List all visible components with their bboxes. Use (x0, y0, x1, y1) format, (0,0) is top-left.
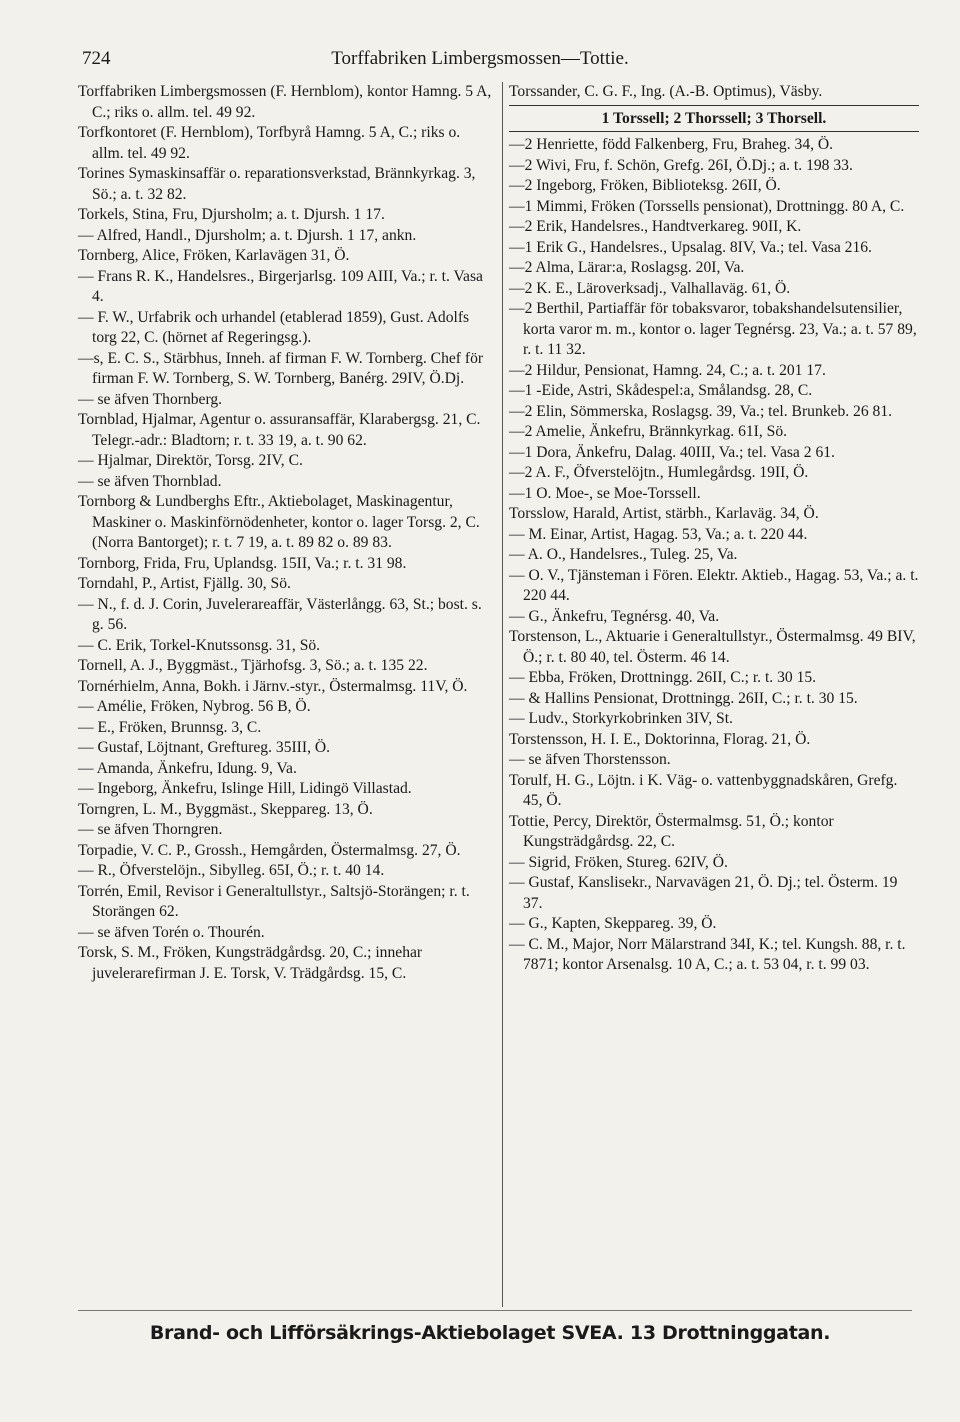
directory-entry: Torssander, C. G. F., Ing. (A.-B. Optimus), Väsby. (509, 83, 823, 100)
directory-entry: Torstenson, L., Aktuarie i Generaltullstyr., Östermalmsg. 49 BIV, Ö.; r. t. 80 40, tel. Österm. 46 14. (509, 628, 916, 666)
directory-entry: — se äfven Thorstensson. (509, 751, 671, 768)
directory-entry: —2 Hildur, Pensionat, Hamng. 24, C.; a. t. 201 17. (509, 361, 826, 379)
directory-entry: — se äfven Torén o. Thourén. (78, 923, 265, 941)
directory-entry: —1 Dora, Änkefru, Dalag. 40III, Va.; tel. Vasa 2 61. (509, 443, 835, 461)
directory-entry: Torndahl, P., Artist, Fjällg. 30, Sö. (78, 575, 291, 592)
directory-entry: Tornborg, Frida, Fru, Uplandsg. 15II, Va.; r. t. 31 98. (78, 554, 407, 572)
directory-entry: Torsslow, Harald, Artist, stärbh., Karlaväg. 34, Ö. (509, 505, 819, 522)
directory-entry: —2 Ingeborg, Fröken, Biblioteksg. 26II, Ö. (509, 177, 781, 194)
directory-entry: —2 K. E., Läroverksadj., Valhallaväg. 61, Ö. (509, 279, 791, 297)
footer-divider (78, 1310, 912, 1311)
directory-entry: — C. M., Major, Norr Mälarstrand 34I, K.; tel. Kungsh. 88, r. t. 7871; kontor Arsenalsg. 10 A, C.; a. t. 53 04, r. t. 99 03. (509, 935, 906, 973)
directory-entry: —1 -Eide, Astri, Skådespel:a, Smålandsg. 28, C. (509, 382, 813, 399)
page-number: 724 (82, 48, 111, 69)
directory-entry: —1 O. Moe-, se Moe-Torssell. (509, 484, 701, 502)
directory-entry: Tornell, A. J., Byggmäst., Tjärhofsg. 3, Sö.; a. t. 135 22. (78, 657, 428, 674)
directory-entry: Tornérhielm, Anna, Bokh. i Järnv.-styr., Östermalmsg. 11V, Ö. (78, 677, 468, 695)
directory-entry: Tornborg & Lundberghs Eftr., Aktiebolaget, Maskinagentur, Maskiner o. Maskinförnödenheter, kontor o. lager Torsg. 2, C. (Norra Bantorget); r. t. 7 19, a. t. 89 82 o. 89 83. (78, 493, 480, 551)
directory-entry: — Ingeborg, Änkefru, Islinge Hill, Lidingö Villastad. (78, 780, 412, 797)
directory-entry: Tottie, Percy, Direktör, Östermalmsg. 51, Ö.; kontor Kungsträdgårdsg. 22, C. (509, 812, 834, 850)
directory-entry: —s, E. C. S., Stärbhus, Inneh. af firman F. W. Tornberg. Chef för firman F. W. Tornberg, S. W. Tornberg, Banérg. 29IV, Ö.Dj. (78, 349, 484, 387)
right-column (502, 82, 919, 1307)
directory-entry: —2 Amelie, Änkefru, Brännkyrkag. 61I, Sö. (509, 423, 788, 440)
directory-entry: —2 Wivi, Fru, f. Schön, Grefg. 26I, Ö.Dj.; a. t. 198 33. (509, 156, 853, 174)
directory-entry: — Amélie, Fröken, Nybrog. 56 B, Ö. (78, 698, 311, 715)
directory-entry: Torsk, S. M., Fröken, Kungsträdgårdsg. 20, C.; innehar juvelerarefirman J. E. Torsk, V. Trädgårdsg. 15, C. (78, 944, 423, 982)
directory-entry: — G., Änkefru, Tegnérsg. 40, Va. (509, 607, 720, 625)
directory-entry: — Alfred, Handl., Djursholm; a. t. Djursh. 1 17, ankn. (78, 226, 417, 244)
directory-entry: — se äfven Thornblad. (78, 472, 222, 490)
directory-entry: Tornblad, Hjalmar, Agentur o. assuransaffär, Klarabergsg. 21, C. Telegr.-adr.: Bladtorn; r. t. 33 19, a. t. 90 62. (78, 411, 481, 449)
section-subhead: 1 Torssell; 2 Thorssell; 3 Thorsell. (601, 109, 827, 127)
directory-entry: Torines Symaskinsaffär o. reparationsverkstad, Brännkyrkag. 3, Sö.; a. t. 32 82. (78, 165, 476, 203)
directory-entry: — R., Öfverstelöjn., Sibylleg. 65I, Ö.; r. t. 40 14. (78, 862, 385, 879)
directory-entry: —2 Elin, Sömmerska, Roslagsg. 39, Va.; tel. Brunkeb. 26 81. (509, 402, 893, 420)
directory-entry: Torngren, L. M., Byggmäst., Skeppareg. 13, Ö. (78, 800, 373, 818)
directory-entry: — se äfven Thorngren. (78, 821, 223, 838)
directory-entry: — C. Erik, Torkel-Knutssonsg. 31, Sö. (78, 636, 321, 654)
subhead-rule (509, 105, 919, 106)
directory-entry: Torstensson, H. I. E., Doktorinna, Florag. 21, Ö. (509, 730, 811, 748)
directory-entry: Tornberg, Alice, Fröken, Karlavägen 31, Ö. (78, 247, 350, 264)
directory-entry: —2 Erik, Handelsres., Handtverkareg. 90II, K. (509, 218, 802, 235)
directory-entry: — & Hallins Pensionat, Drottningg. 26II, C.; r. t. 30 15. (509, 689, 858, 707)
running-head: Torffabriken Limbergsmossen—Tottie. (331, 48, 629, 69)
directory-entry: — N., f. d. J. Corin, Juvelerareaffär, Västerlångg. 63, St.; bost. s. g. 56. (78, 595, 482, 633)
directory-entry: — G., Kapten, Skeppareg. 39, Ö. (509, 915, 717, 932)
directory-entry: — Gustaf, Löjtnant, Greftureg. 35III, Ö. (78, 739, 331, 756)
directory-entry: Torffabriken Limbergsmossen (F. Hernblom), kontor Hamng. 5 A, C.; riks o. allm. tel. 49 92. (78, 83, 492, 121)
directory-entry: —2 Alma, Lärar:a, Roslagsg. 20I, Va. (509, 259, 745, 276)
directory-entry: — se äfven Thornberg. (78, 390, 223, 408)
directory-entry: — Frans R. K., Handelsres., Birgerjarlsg. 109 AIII, Va.; r. t. Vasa 4. (78, 267, 483, 305)
directory-entry: — F. W., Urfabrik och urhandel (etablerad 1859), Gust. Adolfs torg 22, C. (hörnet af Regeringsg.). (78, 308, 470, 346)
directory-entry: Torfkontoret (F. Hernblom), Torfbyrå Hamng. 5 A, C.; riks o. allm. tel. 49 92. (78, 124, 461, 162)
directory-entry: —1 Mimmi, Fröken (Torssells pensionat), Drottningg. 80 A, C. (509, 197, 905, 215)
directory-entry: — Sigrid, Fröken, Stureg. 62IV, Ö. (509, 853, 728, 871)
directory-entry: Torkels, Stina, Fru, Djursholm; a. t. Djursh. 1 17. (78, 206, 385, 223)
directory-entry: — Amanda, Änkefru, Idung. 9, Va. (78, 759, 297, 777)
directory-entry: Torulf, H. G., Löjtn. i K. Väg- o. vattenbyggnadskåren, Grefg. 45, Ö. (509, 771, 898, 809)
directory-entry: Torrén, Emil, Revisor i Generaltullstyr., Saltsjö-Storängen; r. t. Storängen 62. (78, 882, 470, 920)
directory-entry: — O. V., Tjänsteman i Fören. Elektr. Aktieb., Hagag. 53, Va.; a. t. 220 44. (509, 566, 919, 604)
directory-entry: — Gustaf, Kanslisekr., Narvavägen 21, Ö. Dj.; tel. Österm. 19 37. (509, 874, 898, 912)
subhead-rule (509, 131, 919, 132)
directory-entry: —2 Berthil, Partiaffär för tobaksvaror, tobakshandelsutensilier, korta varor m. m., kontor o. lager Tegnérsg. 23, Va.; a. t. 57 89, r. t. 11 32. (509, 300, 917, 358)
page-header (60, 48, 900, 74)
directory-entry: Torpadie, V. C. P., Grossh., Hemgården, Östermalmsg. 27, Ö. (78, 841, 461, 859)
directory-entry: —1 Erik G., Handelsres., Upsalag. 8IV, Va.; tel. Vasa 216. (509, 238, 872, 256)
directory-entry: — Hjalmar, Direktör, Torsg. 2IV, C. (78, 452, 303, 469)
footer-advert: Brand- och Lifförsäkrings-Aktiebolaget SVEA. 13 Drottninggatan. (149, 1322, 831, 1344)
left-column (78, 82, 494, 984)
directory-entry: — Ebba, Fröken, Drottningg. 26II, C.; r. t. 30 15. (509, 669, 817, 686)
directory-entry: — Ludv., Storkyrkobrinken 3IV, St. (509, 710, 733, 727)
directory-entry: —2 Henriette, född Falkenberg, Fru, Braheg. 34, Ö. (509, 136, 834, 153)
directory-entry: —2 A. F., Öfverstelöjtn., Humlegårdsg. 19II, Ö. (509, 464, 809, 481)
directory-entry: — E., Fröken, Brunnsg. 3, C. (78, 718, 262, 736)
directory-entry: — M. Einar, Artist, Hagag. 53, Va.; a. t. 220 44. (509, 525, 808, 543)
directory-entry: — A. O., Handelsres., Tuleg. 25, Va. (509, 546, 738, 563)
